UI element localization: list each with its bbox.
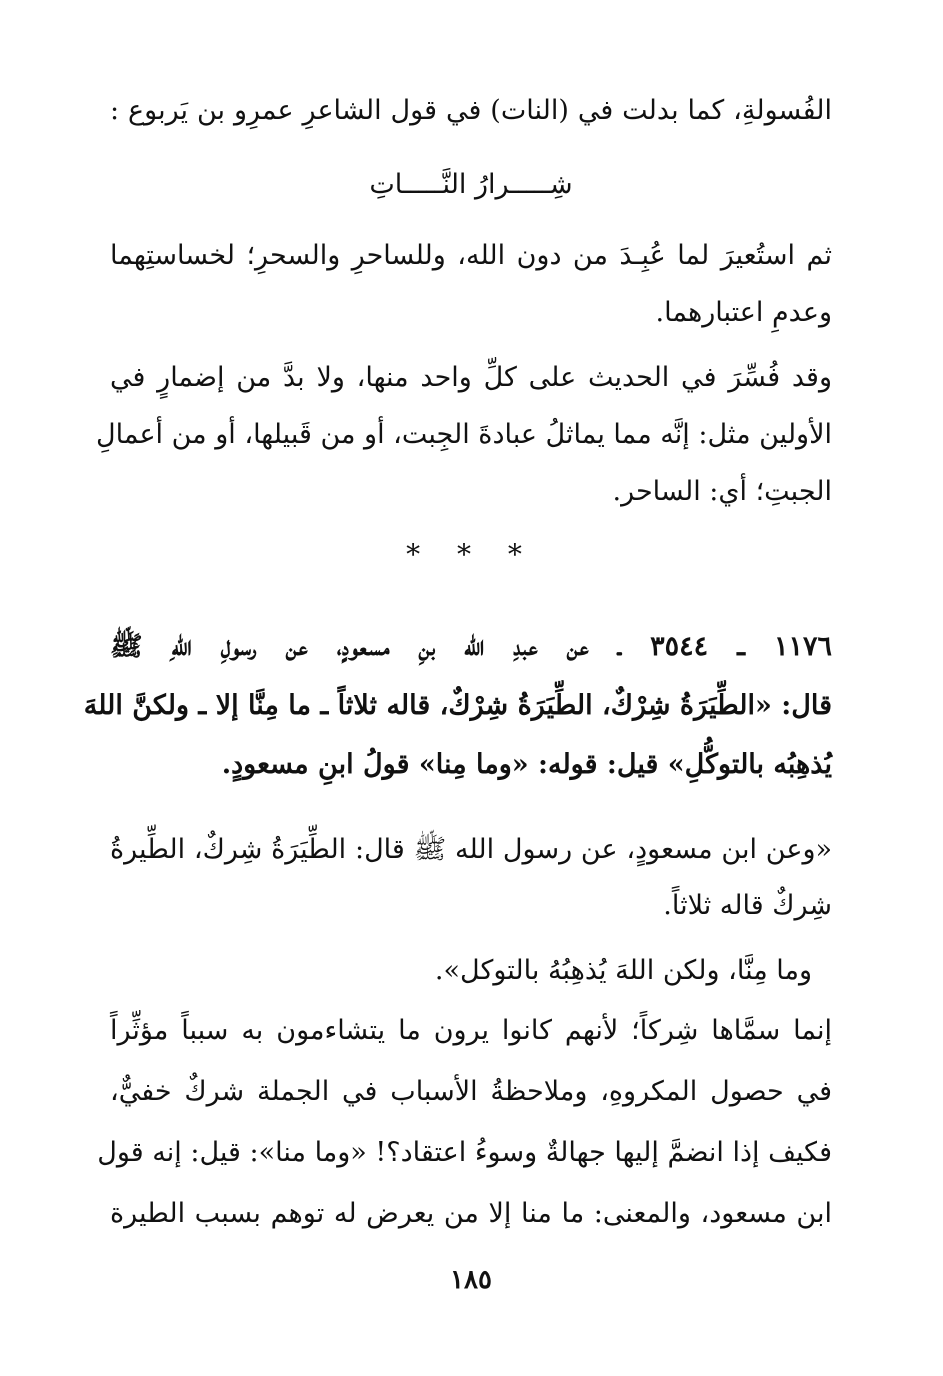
text-line: شِركٌ قاله ثلاثاً. (663, 890, 832, 921)
hadith-line: قال: «الطِّيَرَةُ شِرْكٌ، الطِّيَرَةُ شِرْكٌ، قاله ثلاثاً ـ ما مِنَّا إلا ـ ولكنَّ اللهَ (83, 690, 832, 721)
hadith-line: يُذهِبُه بالتوكُّلِ» قيل: قوله: «وما مِنا» قولُ ابنِ مسعودٍ. (221, 749, 832, 780)
text-line: وقد فُسِّرَ في الحديث على كلِّ واحد منها، ولا بدَّ من إضمارٍ في (110, 362, 832, 393)
text-line: ابن مسعود، والمعنى: ما منا إلا من يعرض له توهم بسبب الطيرة (110, 1198, 832, 1229)
section-separator: * * * (406, 538, 536, 571)
text-line: وعدمِ اعتبارهما. (655, 297, 832, 328)
poetry-verse: شِـــــرارُ النَّـــــاتِ (369, 169, 573, 200)
text-line: الجبتِ؛ أي: الساحر. (612, 476, 832, 507)
text-line: إنما سمَّاها شِركاً؛ لأنهم كانوا يرون ما يتشاءمون به سبباً مؤثِّراً (110, 1015, 832, 1046)
text-line: فكيف إذا انضمَّ إليها جهالةٌ وسوءُ اعتقاد؟! «وما منا»: قيل: إنه قول (97, 1137, 832, 1168)
text-line: وما مِنَّا، ولكن اللهَ يُذهِبُهُ بالتوكل». (434, 955, 812, 986)
page-number: ١٨٥ (450, 1265, 492, 1295)
text-line: «وعن ابن مسعودٍ، عن رسول الله ﷺ قال: الطِّيَرَةُ شِركٌ، الطِّيرةُ (110, 834, 832, 865)
text-line: في حصول المكروهِ، وملاحظةُ الأسباب في الجملة شركٌ خفيٌّ، (110, 1076, 832, 1107)
hadith-line: ١١٧٦ ـ ٣٥٤٤ ـ عن عبدِ الله بنِ مسعودٍ، عن رسولِ اللهِ ﷺ (110, 631, 832, 662)
text-line: الأولين مثل: إنَّه مما يماثلُ عبادةَ الجِبت، أو من قَبيلها، أو من أعمالِ (95, 419, 832, 450)
text-line: الفُسولةِ، كما بدلت في (النات) في قول الشاعرِ عمرِو بن يَربوع : (110, 95, 832, 126)
text-line: ثم استُعيرَ لما عُبِـدَ من دون الله، وللساحرِ والسحرِ؛ لخساستِهما (110, 240, 832, 271)
